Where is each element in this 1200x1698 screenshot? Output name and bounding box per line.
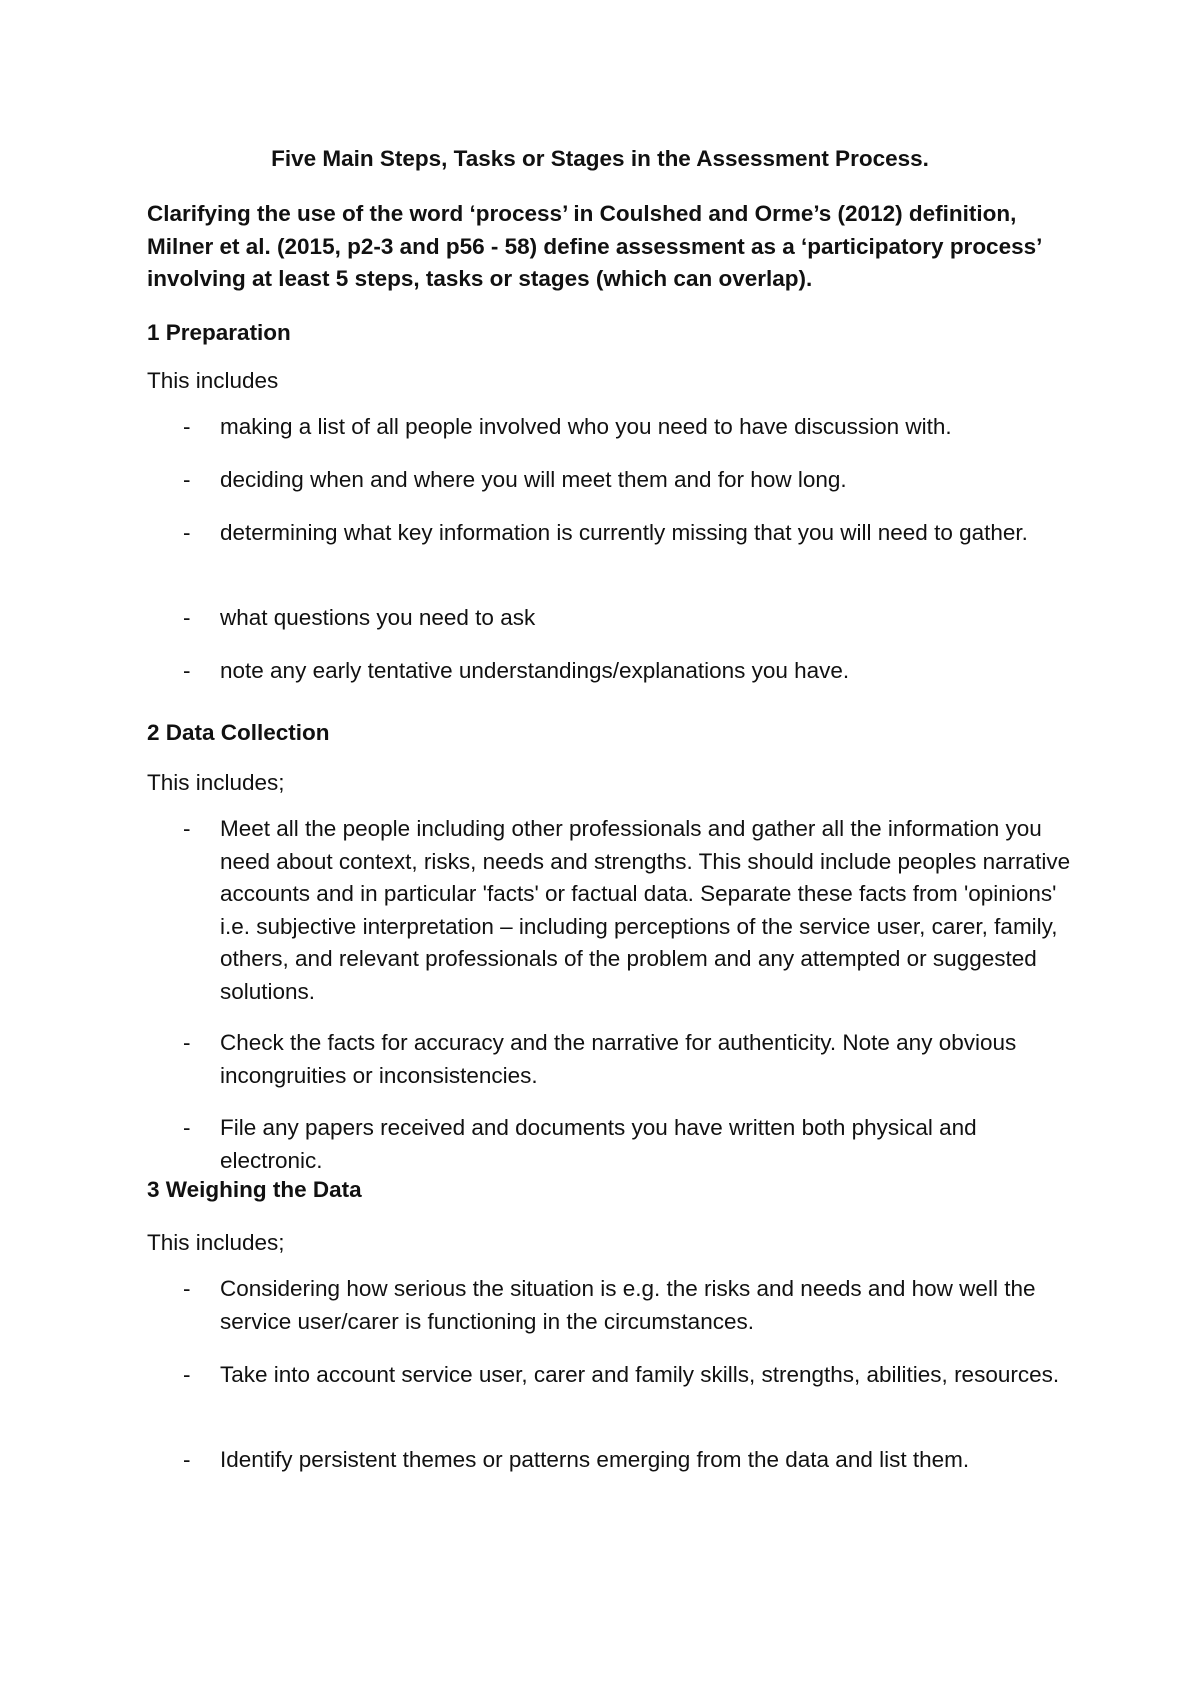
list-item-text: Meet all the people including other professionals and gather all the information you need about context, risks, needs and strengths. This should include peoples narrative accounts and in particular 'facts' or factual data. Separate these facts from 'opinions' i.e. subjective interpretation – including perceptions of the service user, carer, family, others, and relevant professionals of the problem and any attempted or suggested solutions.	[220, 816, 1071, 1004]
list-item-text: note any early tentative understandings/explanations you have.	[220, 658, 850, 683]
list-item-text: Considering how serious the situation is e.g. the risks and needs and how well the service user/carer is functioning in the circumstances.	[220, 1276, 1036, 1334]
list-item	[147, 1359, 1077, 1392]
list-item-text: deciding when and where you will meet them and for how long.	[220, 467, 847, 492]
list-item	[147, 813, 1077, 1008]
section-lead: This includes;	[147, 770, 285, 795]
section-heading-weighing-the-data: 3 Weighing the Data	[147, 1177, 362, 1202]
list-item-text: making a list of all people involved who you need to have discussion with.	[220, 414, 952, 439]
bullet-marker: -	[183, 658, 191, 683]
list-item	[147, 517, 1077, 550]
list-item	[147, 1444, 1077, 1477]
list-item-text: what questions you need to ask	[220, 605, 536, 630]
section-lead: This includes	[147, 368, 279, 393]
intro-paragraph: Clarifying the use of the word ‘process’ in Coulshed and Orme’s (2012) definition, Milner et al. (2015, p2-3 and p56 - 58) define assessment as a ‘participatory process’ involving at least 5 steps, tasks or stages (which can overlap).	[147, 201, 1042, 291]
bullet-marker: -	[183, 816, 191, 841]
bullet-marker: -	[183, 1276, 191, 1301]
list-item	[147, 1027, 1077, 1092]
list-item	[147, 655, 1077, 688]
bullet-marker: -	[183, 520, 191, 545]
list-item	[147, 602, 1077, 635]
document-title: Five Main Steps, Tasks or Stages in the Assessment Process.	[271, 146, 929, 171]
list-item-text: File any papers received and documents you have written both physical and electronic.	[220, 1115, 977, 1173]
bullet-marker: -	[183, 1115, 191, 1140]
list-item	[147, 1273, 1077, 1338]
bullet-marker: -	[183, 1030, 191, 1055]
list-item-text: determining what key information is currently missing that you will need to gather.	[220, 520, 1028, 545]
section-heading-data-collection: 2 Data Collection	[147, 720, 330, 745]
bullet-marker: -	[183, 1362, 191, 1387]
bullet-marker: -	[183, 414, 191, 439]
list-item-text: Identify persistent themes or patterns emerging from the data and list them.	[220, 1447, 970, 1472]
list-item	[147, 411, 1077, 444]
section-lead: This includes;	[147, 1230, 285, 1255]
list-item	[147, 464, 1077, 497]
list-item	[147, 1112, 1077, 1177]
list-item-text: Check the facts for accuracy and the narrative for authenticity. Note any obvious incongruities or inconsistencies.	[220, 1030, 1017, 1088]
bullet-marker: -	[183, 467, 191, 492]
bullet-marker: -	[183, 605, 191, 630]
list-item-text: Take into account service user, carer and family skills, strengths, abilities, resources.	[220, 1362, 1060, 1387]
bullet-marker: -	[183, 1447, 191, 1472]
section-heading-preparation: 1 Preparation	[147, 320, 291, 345]
